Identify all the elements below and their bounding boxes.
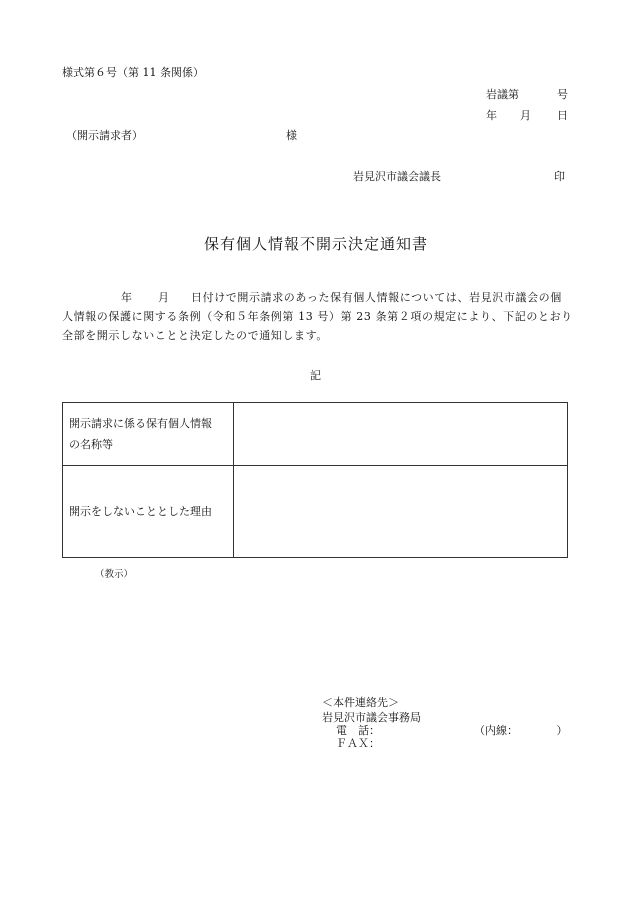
seal-mark: 印: [554, 170, 565, 183]
contact-phone-label: 電 話：: [336, 724, 380, 737]
body-line-3: 全部を開示しないことと決定したので通知します。: [62, 329, 328, 342]
sender-name: 岩見沢市議会議長: [353, 170, 441, 183]
contact-fax-label: ＦＡＸ：: [336, 737, 380, 750]
row1-label-line2: の名称等: [69, 438, 113, 451]
ref-no-prefix: 岩議第: [486, 88, 519, 101]
ref-no-suffix: 号: [557, 88, 568, 101]
date-month: 月: [520, 109, 531, 122]
row1-label: [63, 403, 234, 466]
requester-honorific: 様: [286, 129, 297, 142]
table-row: [63, 466, 568, 558]
contact-office: 岩見沢市議会事務局: [322, 711, 421, 724]
info-table: [62, 402, 568, 558]
row2-value: [234, 466, 568, 558]
contact-heading: ＜本件連絡先＞: [322, 696, 399, 709]
body-line-2: 人情報の保護に関する条例（令和５年条例第 13 号）第 23 条第２項の規定により、下記のとおり: [62, 310, 573, 323]
row1-value: [234, 403, 568, 466]
form-number: 様式第６号（第 11 条関係）: [62, 66, 204, 79]
contact-extension: （内線： ）: [474, 724, 568, 737]
document-title: 保有個人情報不開示決定通知書: [204, 235, 429, 253]
ki-heading: 記: [310, 369, 321, 382]
date-day: 日: [557, 109, 568, 122]
row1-label-line1: 開示請求に係る保有個人情報: [69, 417, 212, 430]
requester-label: （開示請求者）: [66, 129, 143, 142]
instruction-label: （教示）: [95, 569, 134, 580]
date-year: 年: [486, 109, 497, 122]
table-row: [63, 403, 568, 466]
body-line-1: 日付けで開示請求のあった保有個人情報については、岩見沢市議会の個: [191, 291, 562, 304]
body-year: 年: [121, 291, 133, 304]
body-month: 月: [158, 291, 170, 304]
row2-label: 開示をしないこととした理由: [63, 466, 234, 558]
